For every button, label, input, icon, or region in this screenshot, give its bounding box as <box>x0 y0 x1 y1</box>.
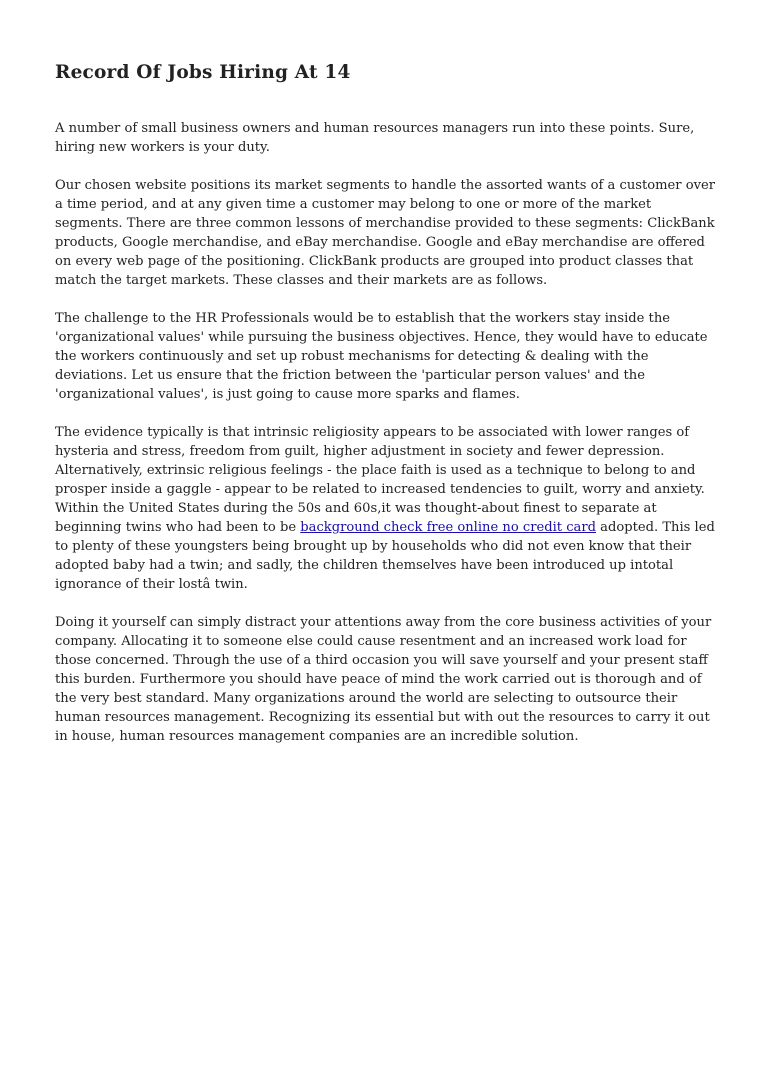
document-title: Record Of Jobs Hiring At 14 <box>55 62 351 83</box>
document-page <box>55 60 715 765</box>
paragraph-hr-challenge: The challenge to the HR Professionals would be to establish that the workers stay inside the 'organizational values' while pursuing the business objectives. Hence, they would have to educate the workers continuously and set up robust mechanisms for detecting & dealing with the deviations. Let us ensure that the friction between the 'particular person values' and the 'organizational values', is just going to cause more sparks and flames. <box>55 311 708 402</box>
paragraph-religiosity-text-after: adopted. This led to plenty of these youngsters being brought up by households who did not even know that their adopted baby had a twin; and sadly, the children themselves have been introduced up intotal ignorance of their lostâ twin. <box>55 520 715 592</box>
paragraph-outsourcing: Doing it yourself can simply distract your attentions away from the core business activities of your company. Allocating it to someone else could cause resentment and an increased work load for those concerned. Through the use of a third occasion you will save yourself and your present staff this burden. Furthermore you should have peace of mind the work carried out is thorough and of the very best standard. Many organizations around the world are selecting to outsource their human resources management. Recognizing its essential but with out the resources to carry it out in house, human resources management companies are an incredible solution. <box>55 615 712 744</box>
background-check-link[interactable]: background check free online no credit card <box>300 520 596 535</box>
paragraph-market-segments: Our chosen website positions its market segments to handle the assorted wants of a customer over a time period, and at any given time a customer may belong to one or more of the market segments. There are three common lessons of merchandise provided to these segments: ClickBank products, Google merchandise, and eBay merchandise. Google and eBay merchandise are offered on every web page of the positioning. ClickBank products are grouped into product classes that match the target markets. These classes and their markets are as follows. <box>55 178 716 288</box>
paragraph-intro: A number of small business owners and human resources managers run into these points. Sure, hiring new workers is your duty. <box>55 121 695 155</box>
paragraph-religiosity <box>55 423 715 594</box>
paragraph-religiosity-text-before: The evidence typically is that intrinsic religiosity appears to be associated with lower ranges of hysteria and stress, freedom from guilt, higher adjustment in society and fewer depression. Alternatively, extrinsic religious feelings - the place faith is used as a technique to belong to and prosper inside a gaggle - appear to be related to increased tendencies to guilt, worry and anxiety. Within the United States during the 50s and 60s,it was thought-about finest to separate at beginning twins who had been to be <box>55 425 705 535</box>
